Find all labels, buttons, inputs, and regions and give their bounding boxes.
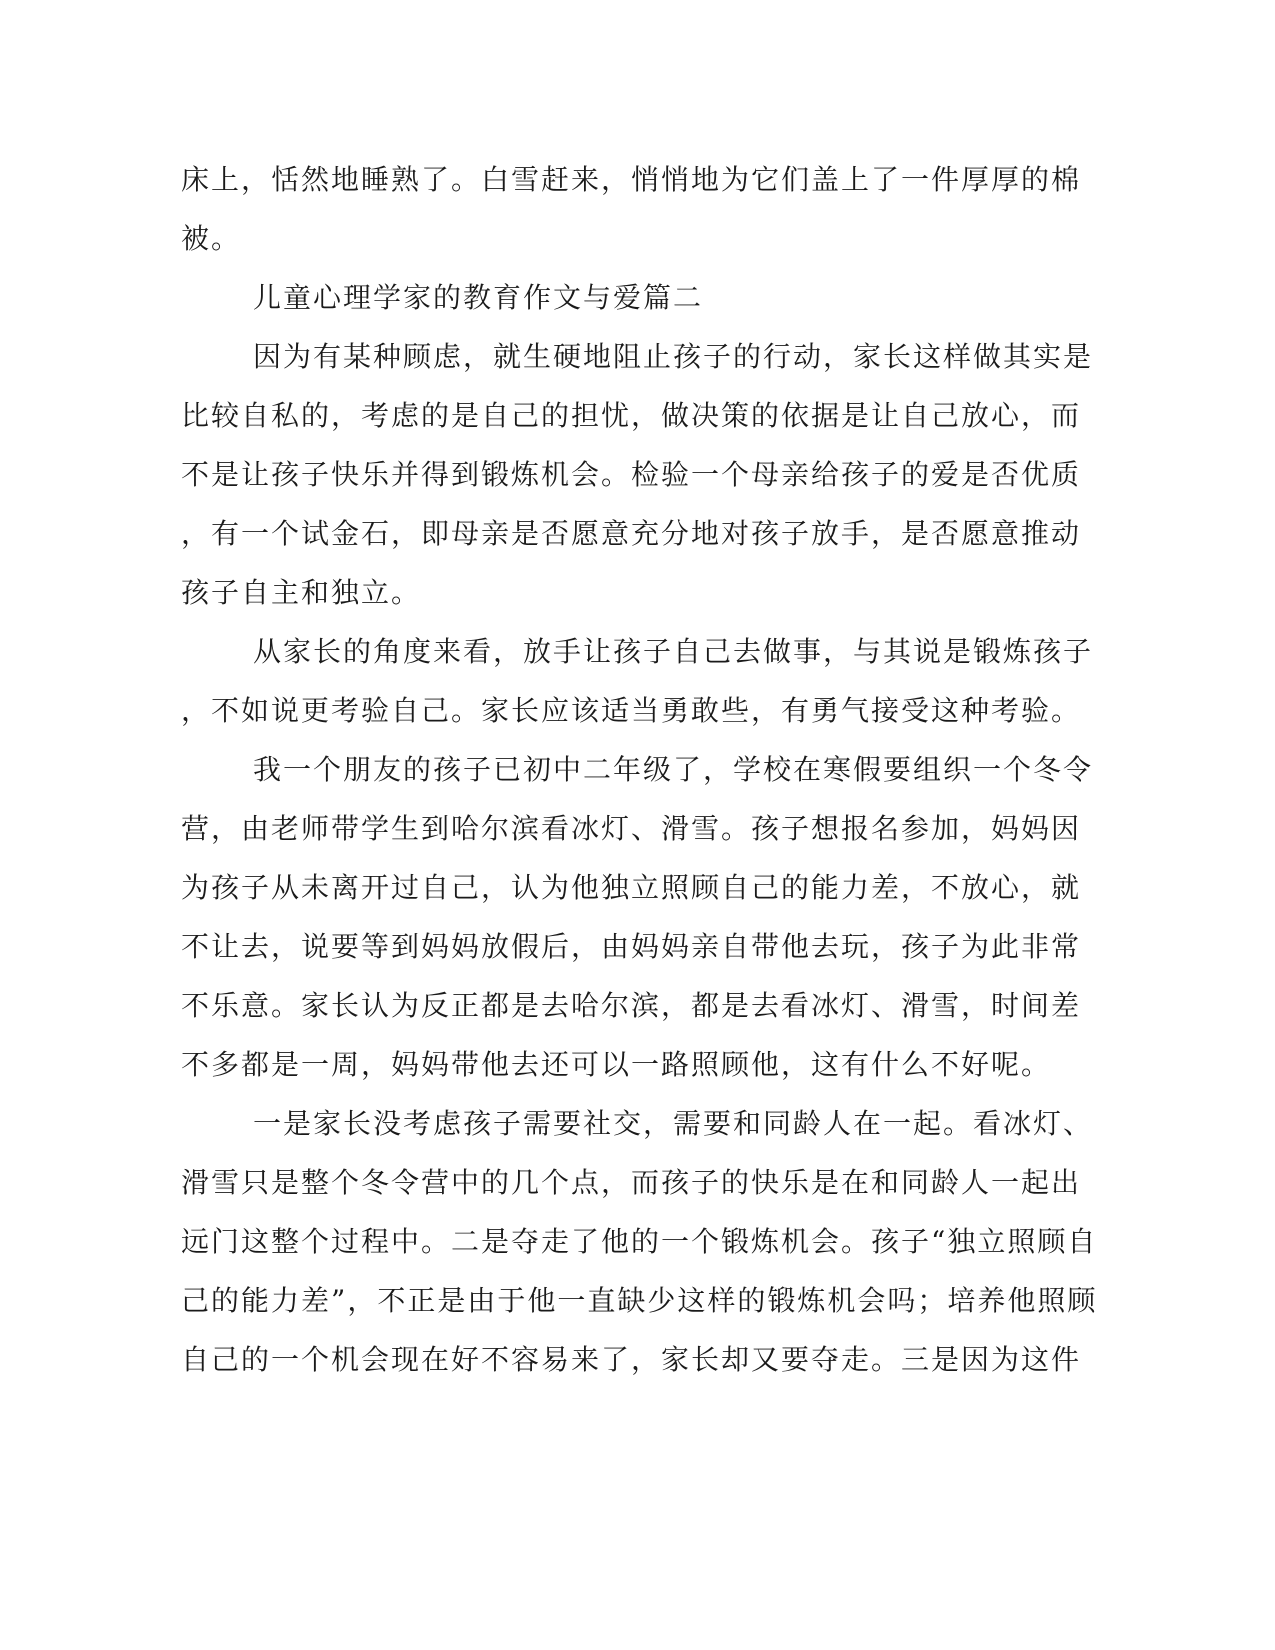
- text-line: 从家长的角度来看，放手让孩子自己去做事，与其说是锻炼孩子: [253, 635, 1094, 668]
- text-line: 不乐意。家长认为反正都是去哈尔滨，都是去看冰灯、滑雪，时间差: [181, 989, 1082, 1022]
- text-line: 我一个朋友的孩子已初中二年级了，学校在寒假要组织一个冬令: [253, 753, 1094, 786]
- text-line: 不让去，说要等到妈妈放假后，由妈妈亲自带他去玩，孩子为此非常: [181, 930, 1082, 963]
- text-line: 营，由老师带学生到哈尔滨看冰灯、滑雪。孩子想报名参加，妈妈因: [181, 812, 1082, 845]
- text-line: 不多都是一周，妈妈带他去还可以一路照顾他，这有什么不好呢。: [181, 1048, 1052, 1081]
- text-line: 滑雪只是整个冬令营中的几个点，而孩子的快乐是在和同龄人一起出: [181, 1166, 1082, 1199]
- text-line: 床上，恬然地睡熟了。白雪赶来，悄悄地为它们盖上了一件厚厚的棉: [181, 163, 1082, 196]
- section-heading: 儿童心理学家的教育作文与爱篇二: [253, 281, 704, 314]
- text-line: 自己的一个机会现在好不容易来了，家长却又要夺走。三是因为这件: [181, 1343, 1082, 1376]
- text-line: 为孩子从未离开过自己，认为他独立照顾自己的能力差，不放心，就: [181, 871, 1082, 904]
- text-line: 远门这整个过程中。二是夺走了他的一个锻炼机会。孩子“独立照顾自: [181, 1225, 1098, 1258]
- text-line: 不是让孩子快乐并得到锻炼机会。检验一个母亲给孩子的爱是否优质: [181, 458, 1082, 491]
- text-line: 因为有某种顾虑，就生硬地阻止孩子的行动，家长这样做其实是: [253, 340, 1094, 373]
- text-line: ，有一个试金石，即母亲是否愿意充分地对孩子放手，是否愿意推动: [181, 517, 1082, 550]
- text-line: 被。: [181, 222, 242, 255]
- text-line: 一是家长没考虑孩子需要社交，需要和同龄人在一起。看冰灯、: [253, 1107, 1094, 1140]
- text-line: 孩子自主和独立。: [181, 576, 422, 609]
- text-line: 己的能力差”，不正是由于他一直缺少这样的锻炼机会吗；培养他照顾: [181, 1284, 1098, 1317]
- text-line: 比较自私的，考虑的是自己的担忧，做决策的依据是让自己放心，而: [181, 399, 1082, 432]
- text-line: ，不如说更考验自己。家长应该适当勇敢些，有勇气接受这种考验。: [181, 694, 1082, 727]
